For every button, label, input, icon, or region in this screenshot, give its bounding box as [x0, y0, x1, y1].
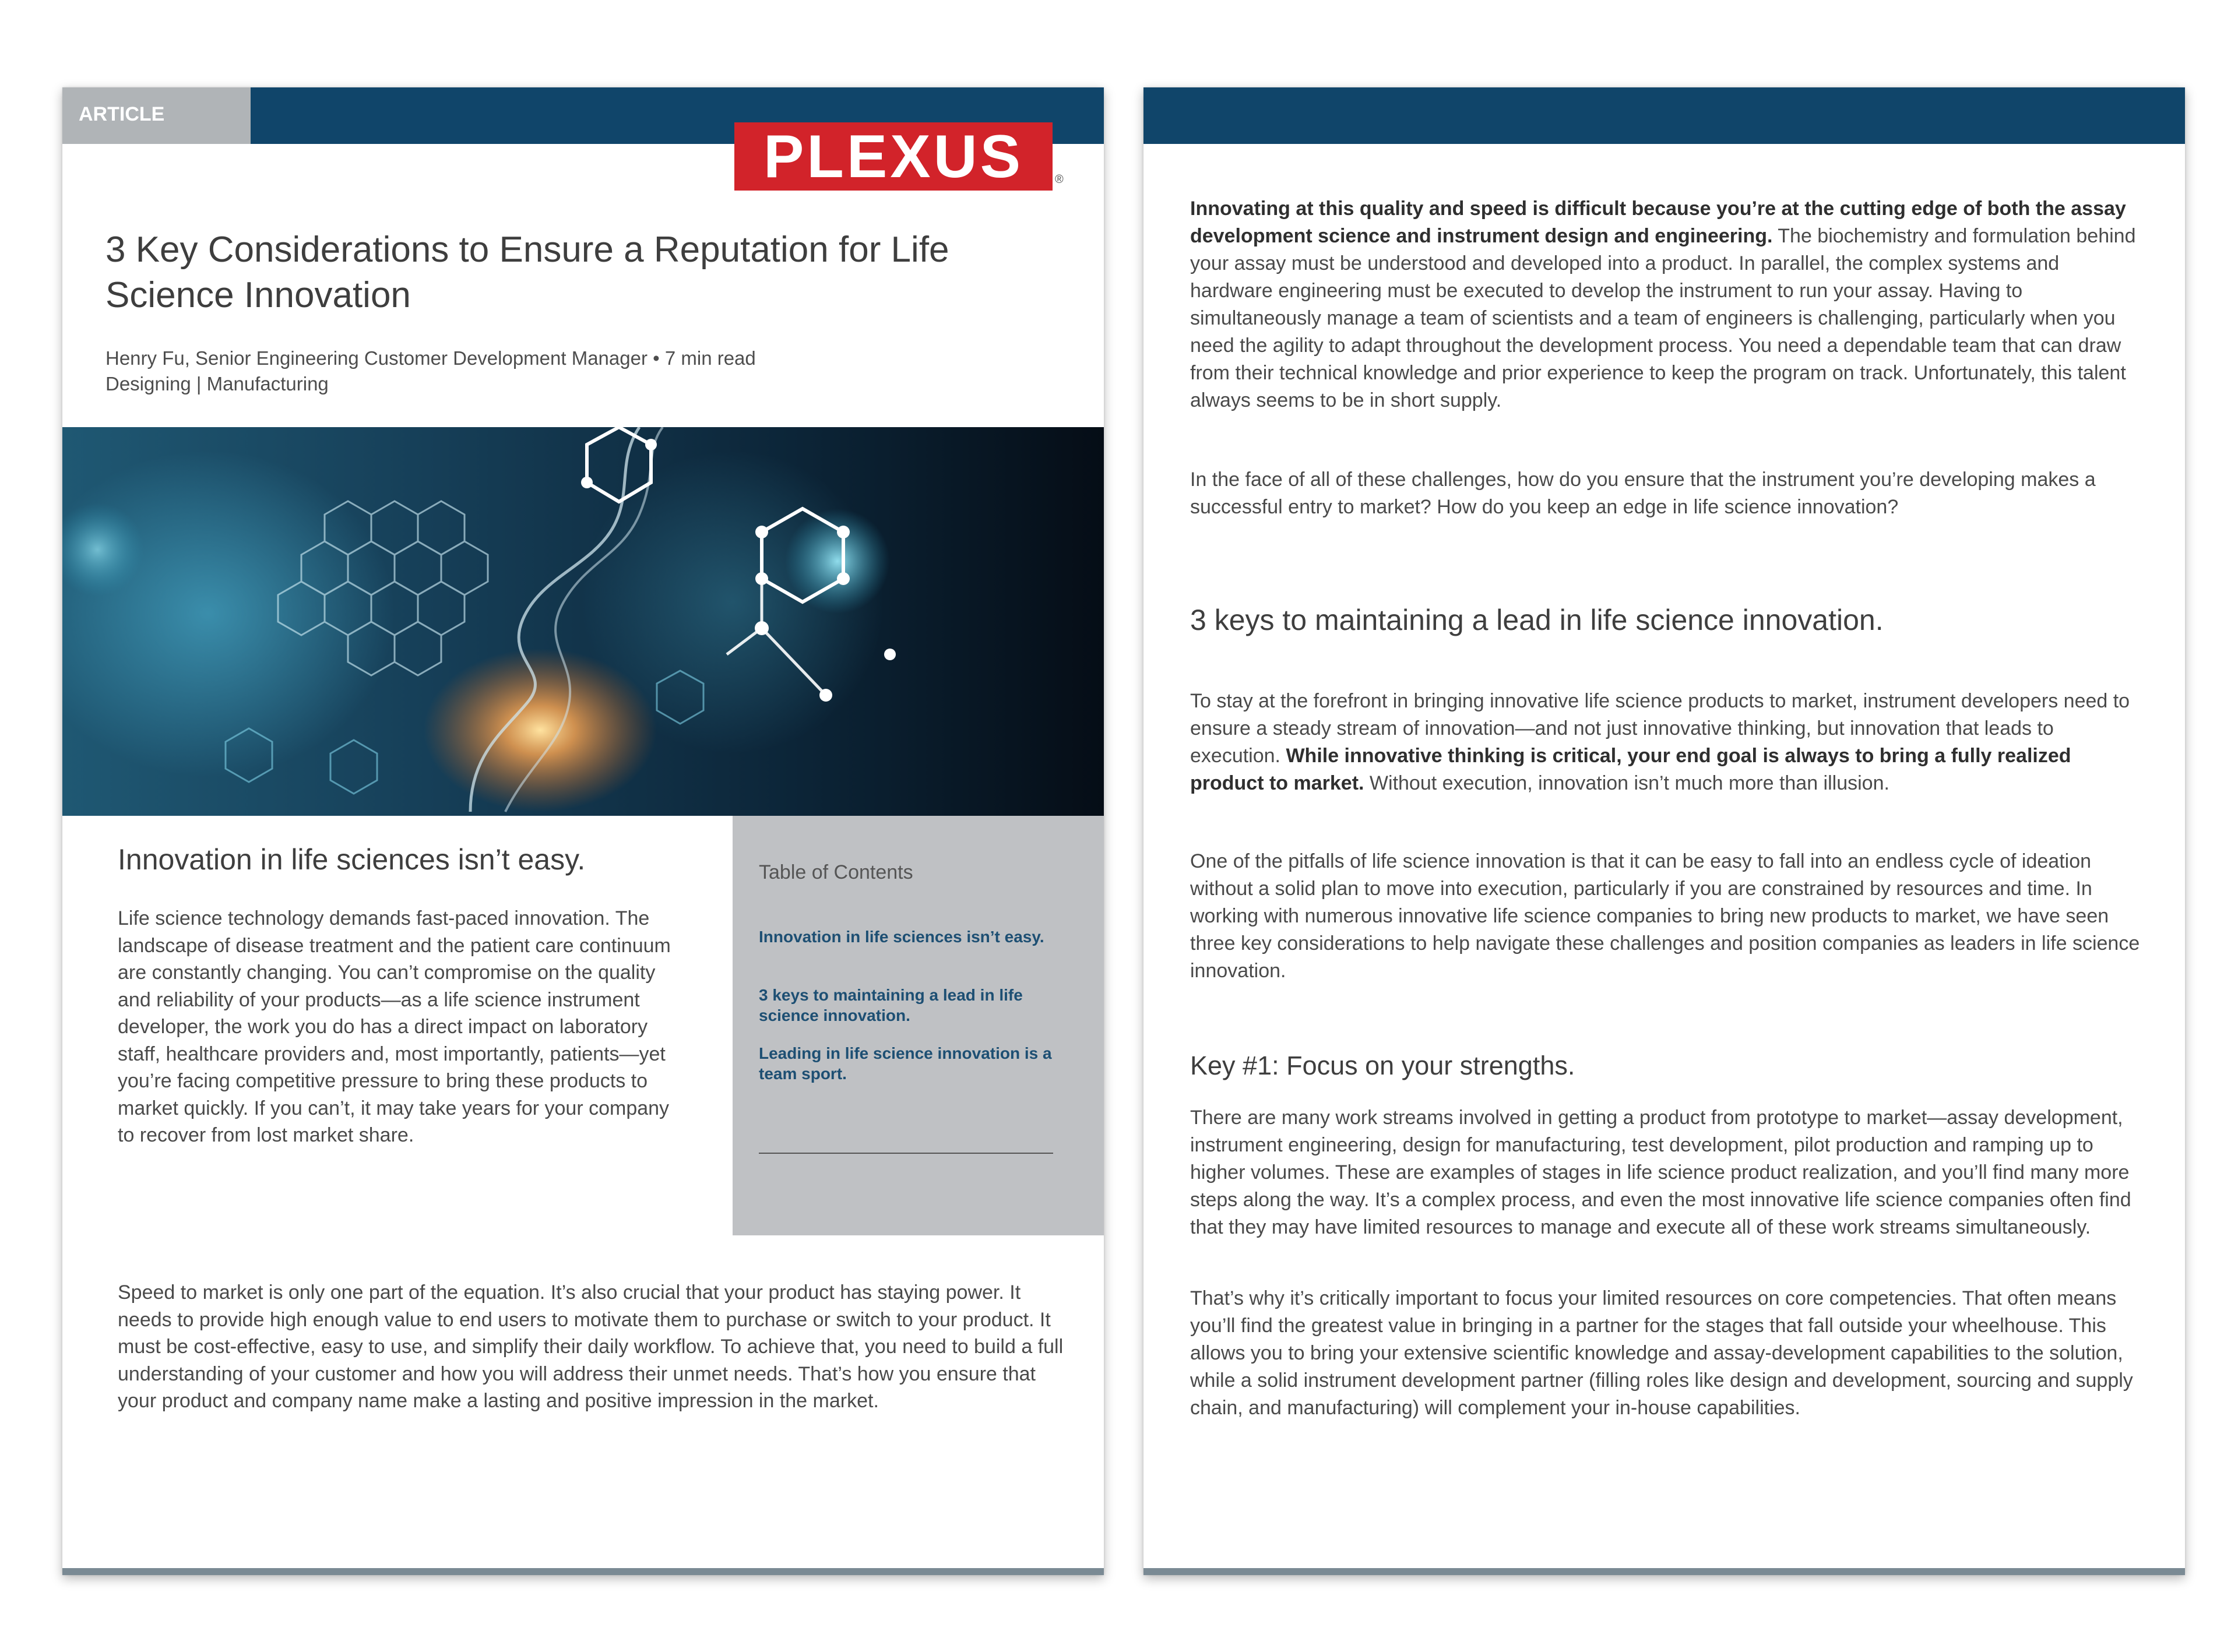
article-tag: ARTICLE — [62, 87, 251, 144]
subsection-heading: Key #1: Focus on your strengths. — [1190, 1051, 1575, 1080]
paragraph-forefront — [1190, 688, 2146, 797]
registered-mark: ® — [1055, 173, 1064, 186]
paragraph-core-competencies — [1190, 1285, 2146, 1422]
speed-section — [118, 1279, 1074, 1415]
toc-title: Table of Contents — [759, 861, 913, 883]
toc-link-3-keys[interactable]: 3 keys to maintaining a lead in life science innovation. — [759, 986, 1023, 1024]
section-heading: Innovation in life sciences isn’t easy. — [118, 843, 586, 876]
byline: Henry Fu, Senior Engineering Customer Development Manager • 7 min read — [105, 347, 756, 369]
article-page-2 — [1143, 87, 2185, 1575]
intro-paragraph: Life science technology demands fast-paced innovation. The landscape of disease treatment and the patient care continuum are constantly changing. You can’t compromise on the quality and reliability of your products—as a life science instrument developer, the work you do has a direct impact on laboratory staff, healthcare providers and, most importantly, patients—yet you’re facing competitive pressure to bring these products to market quickly. If you can’t, it may take years for your company to recover from lost market share. — [118, 907, 671, 1146]
bold-emphasis: While innovative thinking is critical, your end goal is always to bring a fully realized product to market. — [1190, 745, 2071, 794]
logo-text: PLEXUS — [763, 122, 1024, 191]
paragraph-text: One of the pitfalls of life science innovation is that it can be easy to fall into an endless cycle of ideation without a solid plan to move into execution, particularly if you are constrained by resources and time. In working with numerous innovative life science companies to bring new products to market, we have seen three key considerations to help navigate these challenges and position companies as leaders in life science innovation. — [1190, 850, 2140, 982]
hero-image — [62, 427, 1104, 816]
paragraph-work-streams — [1190, 1104, 2146, 1241]
section-heading-key-1 — [1190, 1051, 2146, 1081]
category-tags: Designing | Manufacturing — [105, 373, 329, 394]
speed-paragraph: Speed to market is only one part of the equation. It’s also crucial that your product has staying power. It needs to provide high enough value to end users to motivate them to purchase or switch to your product. It must be cost-effective, easy to use, and simplify their daily workflow. To achieve that, you need to build a full understanding of your customer and how you will address their unmet needs. That’s how you ensure that your product and company name make a lasting and positive impression in the market. — [118, 1281, 1064, 1412]
intro-section — [118, 842, 701, 1149]
table-of-contents — [733, 816, 1104, 1235]
paragraph-text: In the face of all of these challenges, how do you ensure that the instrument you’re developing makes a successful entry to market? How do you keep an edge in life science innovation? — [1190, 469, 2096, 518]
article-page-1 — [62, 87, 1104, 1575]
paragraph-text: To stay at the forefront in bringing innovative life science products to market, instrument developers need to ensure a steady stream of innovation—and not just innovative thinking, but innovation that leads to execution. — [1190, 690, 2130, 767]
section-heading-3-keys — [1190, 603, 2146, 637]
paragraph-text: That’s why it’s critically important to focus your limited resources on core competencies. That often means you’ll find the greatest value in bringing in a partner for the stages that fall outside your wheelhouse. This allows you to bring your extensive scientific knowledge and assay-development capabilities to the solution, while a solid instrument development partner (filling roles like design and development, sourcing and supply chain, and manufacturing) will complement your in-house capabilities. — [1190, 1287, 2133, 1419]
toc-link-team-sport[interactable]: Leading in life science innovation is a team sport. — [759, 1044, 1052, 1083]
toc-divider — [759, 1153, 1053, 1154]
paragraph-pitfalls — [1190, 848, 2146, 985]
bold-lead: Innovating at this quality and speed is difficult because you’re at the cutting edge of both the assay development science and instrument design and engineering. — [1190, 198, 2126, 247]
header-bar — [1143, 87, 2185, 144]
paragraph-challenges — [1190, 466, 2146, 521]
paragraph-text: There are many work streams involved in getting a product from prototype to market—assay development, instrument engineering, design for manufacturing, test development, pilot production and ramping up to higher volumes. These are examples of stages in life science product realization, and you’ll find many more steps along the way. It’s a complex process, and even the most innovative life science companies often find that they may have limited resources to manage and execute all of these work streams simultaneously. — [1190, 1107, 2131, 1238]
paragraph-text: The biochemistry and formulation behind your assay must be understood and developed into a product. In parallel, the complex systems and hardware engineering must be executed to develop the instrument to run your assay. Having to simultaneously manage a team of scientists and a team of engineers is challenging, particularly when you need the agility to adapt throughout the development process. You need a dependable team that can draw from their technical knowledge and prior experience to keep the program on track. Unfortunately, this talent always seems to be in short supply. — [1190, 225, 2136, 411]
toc-link-innovation[interactable]: Innovation in life sciences isn’t easy. — [759, 928, 1044, 946]
article-title: 3 Key Considerations to Ensure a Reputation for Life Science Innovation — [105, 230, 949, 315]
plexus-logo — [734, 122, 1053, 191]
paragraph-difficulty — [1190, 195, 2146, 414]
section-heading: 3 keys to maintaining a lead in life science innovation. — [1190, 604, 1884, 636]
paragraph-text: Without execution, innovation isn’t much more than illusion. — [1364, 772, 1889, 794]
